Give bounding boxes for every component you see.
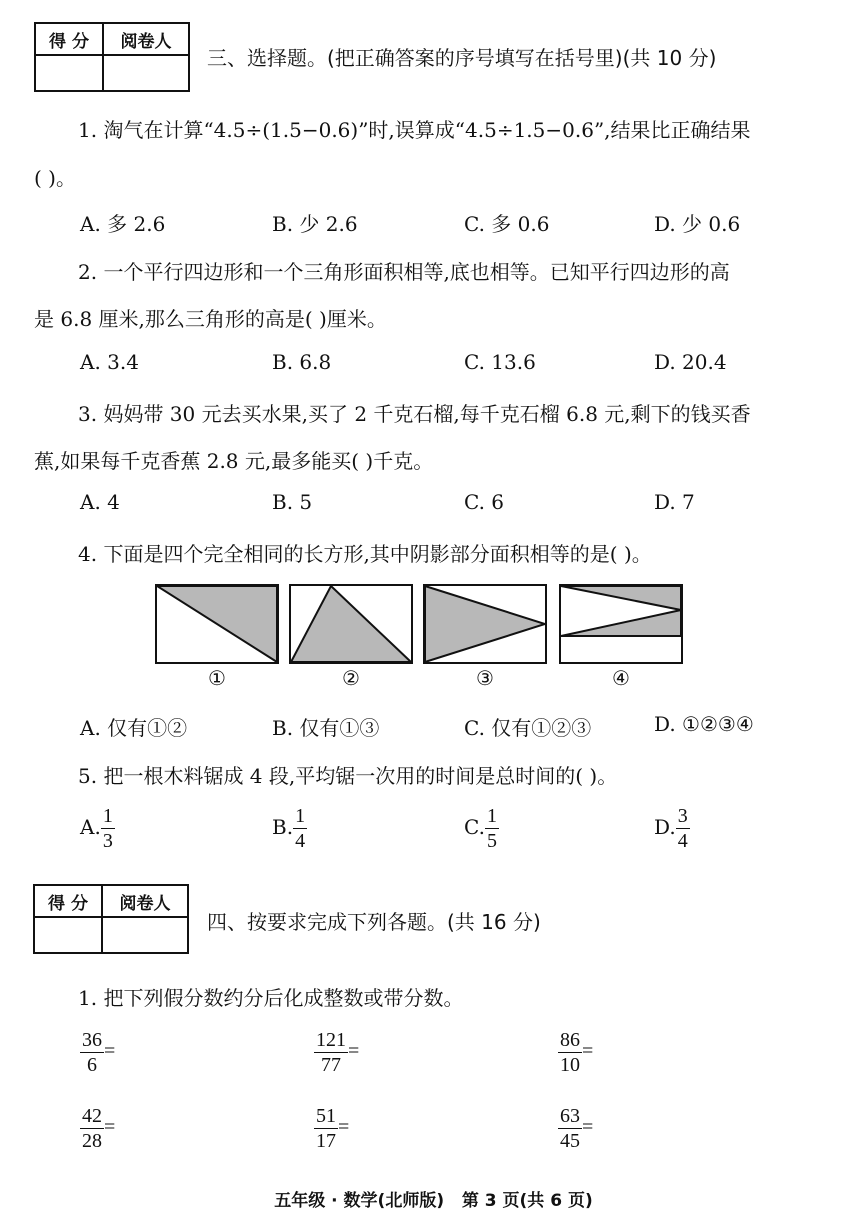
fraction-item-4	[80, 1104, 115, 1153]
fraction	[101, 804, 115, 853]
score-cell[interactable]	[35, 55, 103, 91]
grader-cell[interactable]	[103, 55, 189, 91]
shaded-triangle-2	[291, 586, 411, 662]
figure-label-4: ④	[612, 666, 630, 690]
grader-cell[interactable]	[102, 917, 188, 953]
q4-option-b[interactable]: B. 仅有①③	[272, 716, 380, 740]
equals-sign: =	[348, 1040, 360, 1062]
q2-option-c[interactable]: C. 13.6	[464, 350, 536, 374]
q5-option-a[interactable]	[80, 804, 115, 853]
denominator: 77	[321, 1054, 341, 1076]
fraction-item-2	[314, 1028, 359, 1077]
q3-option-d[interactable]: D. 7	[654, 490, 695, 514]
q5-option-c[interactable]	[464, 804, 499, 853]
q3-option-b[interactable]: B. 5	[272, 490, 313, 514]
fraction-item-5	[314, 1104, 349, 1153]
numerator: 42	[82, 1105, 102, 1127]
score-cell[interactable]	[34, 917, 102, 953]
q1-option-d[interactable]: D. 少 0.6	[654, 212, 741, 236]
denominator: 6	[87, 1054, 97, 1076]
denominator: 4	[295, 830, 306, 852]
equals-sign: =	[338, 1116, 350, 1138]
rectangle-figure-2	[289, 584, 413, 664]
q4-line1: 4. 下面是四个完全相同的长方形,其中阴影部分面积相等的是( )。	[78, 542, 652, 566]
fraction-item-3	[558, 1028, 593, 1077]
shaded-triangle-4a	[561, 586, 681, 610]
equals-sign: =	[582, 1116, 594, 1138]
figure-2	[289, 584, 413, 668]
equals-sign: =	[582, 1040, 594, 1062]
denominator: 10	[560, 1054, 580, 1076]
q2-option-a[interactable]: A. 3.4	[80, 350, 139, 374]
score-label: 得 分	[34, 885, 102, 917]
numerator: 1	[486, 805, 497, 827]
option-label: B.	[272, 815, 294, 839]
figure-label-2: ②	[342, 666, 360, 690]
score-box-section3	[34, 22, 190, 92]
q3-line1: 3. 妈妈带 30 元去买水果,买了 2 千克石榴,每千克石榴 6.8 元,剩下的钱买香	[78, 402, 751, 426]
q1-line1: 1. 淘气在计算“4.5÷(1.5−0.6)”时,误算成“4.5÷1.5−0.6”,结果比正确结果	[78, 118, 751, 142]
shaded-triangle-4b	[561, 610, 681, 636]
numerator: 51	[316, 1105, 336, 1127]
numerator: 121	[316, 1029, 346, 1051]
numerator: 1	[102, 805, 113, 827]
q2-line1: 2. 一个平行四边形和一个三角形面积相等,底也相等。已知平行四边形的高	[78, 260, 730, 284]
denominator: 4	[677, 830, 688, 852]
q5-option-d[interactable]	[654, 804, 690, 853]
q4-option-c[interactable]: C. 仅有①②③	[464, 716, 592, 740]
q1-option-a[interactable]: A. 多 2.6	[80, 212, 166, 236]
section4-title: 四、按要求完成下列各题。(共 16 分)	[207, 910, 541, 934]
shaded-triangle-1	[157, 586, 277, 662]
fraction-item-6	[558, 1104, 593, 1153]
q1-option-b[interactable]: B. 少 2.6	[272, 212, 358, 236]
grader-label: 阅卷人	[102, 885, 188, 917]
q4-option-a[interactable]: A. 仅有①②	[80, 716, 188, 740]
q2-option-d[interactable]: D. 20.4	[654, 350, 727, 374]
grader-label: 阅卷人	[103, 23, 189, 55]
denominator: 28	[82, 1130, 102, 1152]
denominator: 3	[102, 830, 113, 852]
fraction	[676, 804, 690, 853]
denominator: 5	[486, 830, 497, 852]
equals-sign: =	[104, 1116, 116, 1138]
fraction	[293, 804, 307, 853]
figure-3	[423, 584, 547, 668]
rectangle-figure-1	[155, 584, 279, 664]
figure-label-1: ①	[208, 666, 226, 690]
numerator: 1	[295, 805, 306, 827]
score-box-section4	[33, 884, 189, 954]
q1-line2: ( )。	[34, 166, 76, 190]
page-footer: 五年级 · 数学(北师版) 第 3 页(共 6 页)	[274, 1191, 593, 1211]
rectangle-figure-4	[559, 584, 683, 664]
q3-option-c[interactable]: C. 6	[464, 490, 505, 514]
section3-title: 三、选择题。(把正确答案的序号填写在括号里)(共 10 分)	[207, 46, 717, 70]
score-label: 得 分	[35, 23, 103, 55]
q5-line1: 5. 把一根木料锯成 4 段,平均锯一次用的时间是总时间的( )。	[78, 764, 618, 788]
q3-line2: 蕉,如果每千克香蕉 2.8 元,最多能买( )千克。	[34, 449, 434, 473]
rectangle-figure-3	[423, 584, 547, 664]
figure-1	[155, 584, 279, 668]
option-label: C.	[464, 815, 485, 839]
q5-option-b[interactable]	[272, 804, 307, 853]
denominator: 17	[316, 1130, 336, 1152]
q1-option-c[interactable]: C. 多 0.6	[464, 212, 550, 236]
q2-line2: 是 6.8 厘米,那么三角形的高是( )厘米。	[34, 307, 387, 331]
shaded-triangle-3	[425, 586, 545, 662]
numerator: 36	[82, 1029, 102, 1051]
numerator: 3	[677, 805, 688, 827]
q4-option-d[interactable]: D. ①②③④	[654, 712, 754, 736]
s4-q1-line1: 1. 把下列假分数约分后化成整数或带分数。	[78, 986, 464, 1010]
denominator: 45	[560, 1130, 580, 1152]
option-label: D.	[654, 815, 676, 839]
fraction	[485, 804, 499, 853]
equals-sign: =	[104, 1040, 116, 1062]
option-label: A.	[80, 815, 101, 839]
numerator: 86	[560, 1029, 580, 1051]
q3-option-a[interactable]: A. 4	[80, 490, 120, 514]
q2-option-b[interactable]: B. 6.8	[272, 350, 332, 374]
fraction-item-1	[80, 1028, 115, 1077]
numerator: 63	[560, 1105, 580, 1127]
figure-label-3: ③	[476, 666, 494, 690]
figure-4	[559, 584, 683, 668]
